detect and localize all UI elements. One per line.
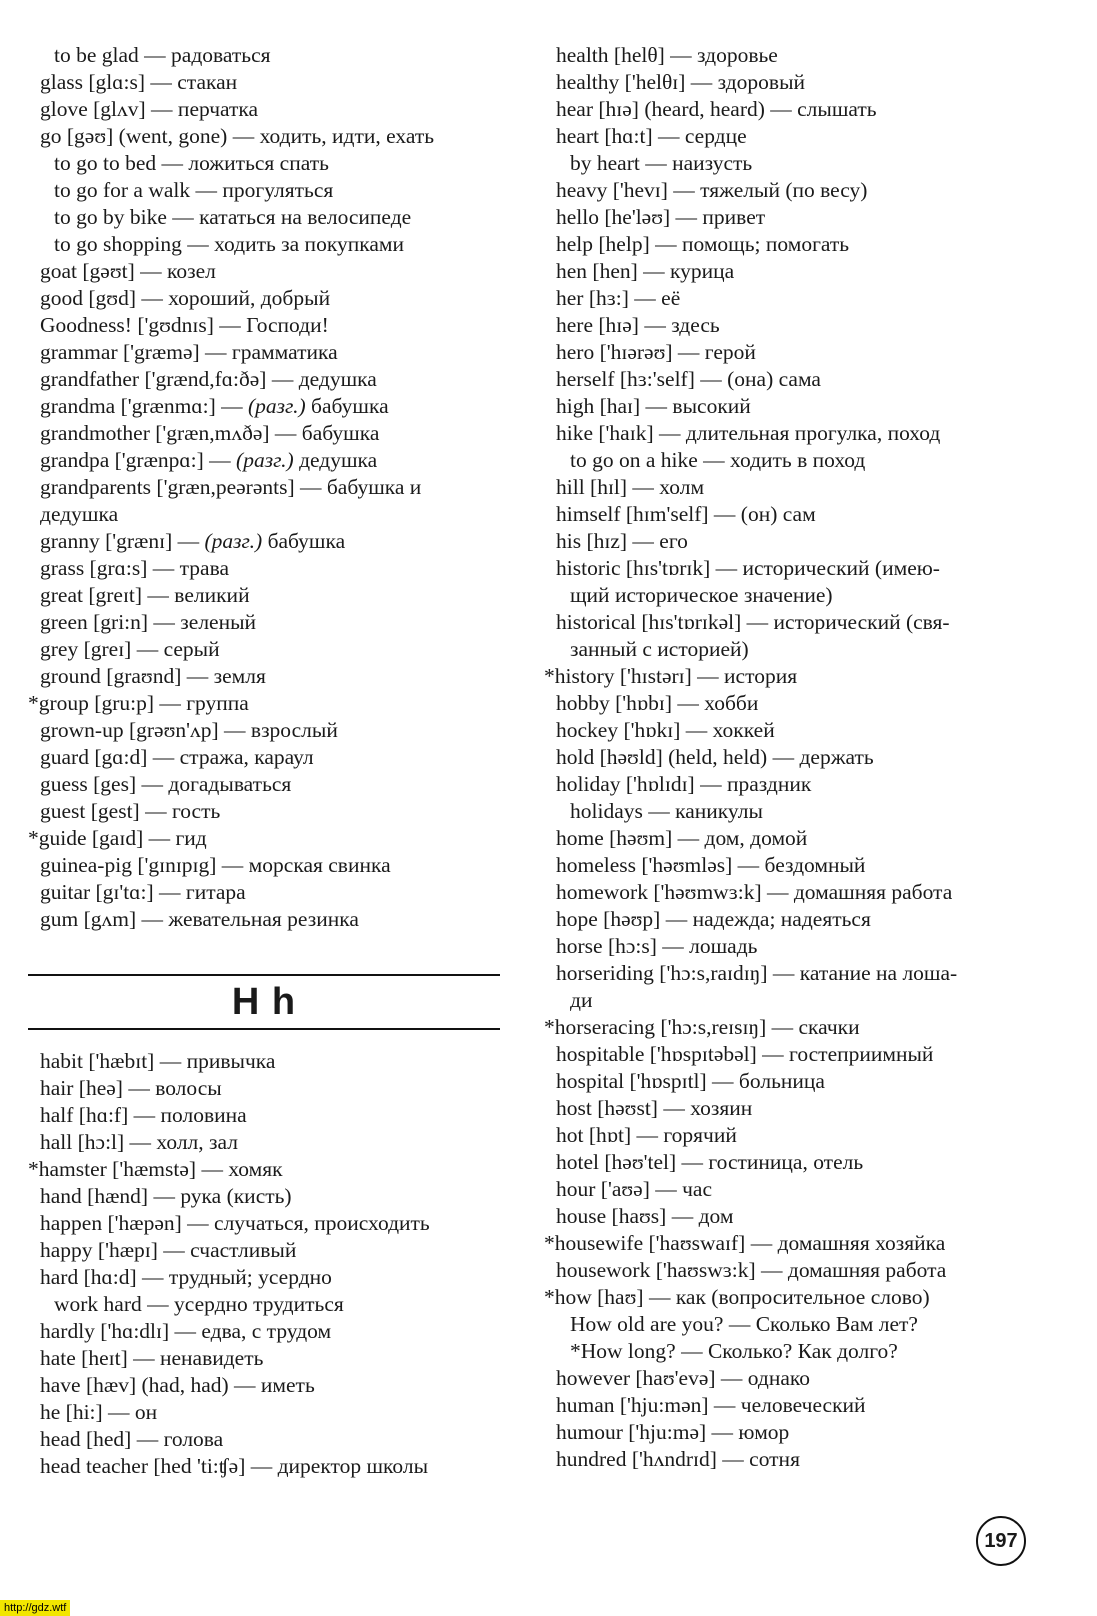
- dict-entry: heavy ['hevɪ] — тяжелый (по весу): [556, 178, 868, 202]
- dict-entry: by heart — наизусть: [570, 151, 753, 175]
- dict-entry: How old are you? — Сколько Вам лет?: [570, 1312, 918, 1336]
- dict-entry: *horseracing ['hɔ:s,reɪsɪŋ] — скачки: [544, 1015, 860, 1039]
- dict-entry: hotel [həʊ'tel] — гостиница, отель: [556, 1150, 864, 1174]
- dict-entry: grandpa ['grænpɑ:] — (разг.) дедушка: [40, 448, 378, 472]
- dict-entry: hen [hen] — курица: [556, 259, 735, 283]
- dict-entry: have [hæv] (had, had) — иметь: [40, 1373, 315, 1397]
- dict-entry: hospital ['hɒspɪtl] — больница: [556, 1069, 825, 1093]
- dict-entry: green [gri:n] — зеленый: [40, 610, 257, 634]
- dict-entry: work hard — усердно трудиться: [54, 1292, 344, 1316]
- dict-entry: hot [hɒt] — горячий: [556, 1123, 737, 1147]
- dict-entry: hardly ['hɑ:dlɪ] — едва, с трудом: [40, 1319, 332, 1343]
- dict-entry: himself [hɪm'self] — (он) сам: [556, 502, 816, 526]
- left-column-bottom: [28, 1048, 510, 1480]
- dict-entry: gum [gʌm] — жевательная резинка: [40, 907, 359, 931]
- divider-bottom: [28, 1028, 500, 1030]
- dict-entry: herself [hɜ:'self] — (она) сама: [556, 367, 821, 391]
- dict-entry: head teacher [hed 'ti:ʧə] — директор школы: [40, 1454, 429, 1478]
- dict-entry: glass [glɑ:s] — стакан: [40, 70, 238, 94]
- dict-entry: to go for a walk — прогуляться: [54, 178, 334, 202]
- left-column-top: [28, 42, 510, 933]
- dict-entry: great [greɪt] — великий: [40, 583, 250, 607]
- dict-entry: hockey ['hɒkɪ] — хоккей: [556, 718, 775, 742]
- dict-entry: holidays — каникулы: [570, 799, 763, 823]
- dict-entry-continuation: ди: [570, 988, 593, 1012]
- dict-entry: historical [hɪs'tɒrɪkəl] — исторический (свя-: [556, 610, 950, 634]
- dict-entry: happy ['hæpɪ] — счастливый: [40, 1238, 297, 1262]
- dict-entry: hand [hænd] — рука (кисть): [40, 1184, 292, 1208]
- dict-entry: guess [ges] — догадываться: [40, 772, 292, 796]
- dict-entry: grandmother ['græn,mʌðə] — бабушка: [40, 421, 380, 445]
- dict-entry: grandfather ['grænd,fɑ:ðə] — дедушка: [40, 367, 377, 391]
- dict-entry: *housewife ['haʊswaɪf] — домашняя хозяйка: [544, 1231, 946, 1255]
- dict-entry: historic [hɪs'tɒrɪk] — исторический (имею-: [556, 556, 940, 580]
- dict-entry: grandma ['grænmɑ:] — (разг.) бабушка: [40, 394, 389, 418]
- dict-entry: good [gʊd] — хороший, добрый: [40, 286, 331, 310]
- colloquial-mark: (разг.): [236, 448, 294, 472]
- dict-entry: hike ['haɪk] — длительная прогулка, поход: [556, 421, 941, 445]
- dict-entry: humour ['hju:mə] — юмор: [556, 1420, 790, 1444]
- dict-entry: healthy ['helθɪ] — здоровый: [556, 70, 806, 94]
- dict-entry-continuation: щий историческое значение): [570, 583, 833, 607]
- dict-entry: *How long? — Сколько? Как долго?: [570, 1339, 898, 1363]
- dict-entry-continuation: занный с историей): [570, 637, 749, 661]
- dict-entry: hero ['hɪərəʊ] — герой: [556, 340, 756, 364]
- dict-entry: grammar ['græmə] — грамматика: [40, 340, 338, 364]
- dict-entry: guinea-pig ['gɪnɪpɪg] — морская свинка: [40, 853, 391, 877]
- dict-entry: ground [graʊnd] — земля: [40, 664, 266, 688]
- dict-entry: host [həʊst] — хозяин: [556, 1096, 753, 1120]
- dict-entry: to go shopping — ходить за покупками: [54, 232, 404, 256]
- dict-entry: *how [haʊ] — как (вопросительное слово): [544, 1285, 930, 1309]
- dict-entry: hello [he'ləʊ] — привет: [556, 205, 766, 229]
- dict-entry: house [haʊs] — дом: [556, 1204, 734, 1228]
- dict-entry: half [hɑ:f] — половина: [40, 1103, 247, 1127]
- dict-entry: hour ['aʊə] — час: [556, 1177, 713, 1201]
- dict-entry: help [help] — помощь; помогать: [556, 232, 850, 256]
- dict-entry: to be glad — радоваться: [54, 43, 271, 67]
- dict-entry: hate [heɪt] — ненавидеть: [40, 1346, 264, 1370]
- dict-entry: homeless ['həʊmləs] — бездомный: [556, 853, 866, 877]
- dict-entry: his [hɪz] — его: [556, 529, 688, 553]
- dict-entry: horseriding ['hɔ:s,raɪdɪŋ] — катание на лоша-: [556, 961, 958, 985]
- dict-entry: here [hɪə] — здесь: [556, 313, 720, 337]
- divider-top: [28, 974, 500, 976]
- dict-entry: homework ['həʊmwɜ:k] — домашняя работа: [556, 880, 953, 904]
- dict-entry: holiday ['hɒlɪdɪ] — праздник: [556, 772, 812, 796]
- dict-entry: *group [gru:p] — группа: [28, 691, 249, 715]
- dict-entry: grown-up [grəʊn'ʌp] — взрослый: [40, 718, 338, 742]
- dict-entry: her [hɜ:] — её: [556, 286, 681, 310]
- dict-entry: human ['hju:mən] — человеческий: [556, 1393, 866, 1417]
- dict-entry: to go by bike — кататься на велосипеде: [54, 205, 412, 229]
- dict-entry: housework ['haʊswɜ:k] — домашняя работа: [556, 1258, 947, 1282]
- dict-entry: grey [greɪ] — серый: [40, 637, 220, 661]
- dict-entry: hair [heə] — волосы: [40, 1076, 222, 1100]
- dict-entry: hobby ['hɒbɪ] — хобби: [556, 691, 759, 715]
- colloquial-mark: (разг.): [247, 394, 306, 418]
- letter-section: [28, 974, 500, 1032]
- dict-entry: guitar [gɪ'tɑ:] — гитара: [40, 880, 246, 904]
- dict-entry: to go to bed — ложиться спать: [54, 151, 329, 175]
- dict-entry: horse [hɔ:s] — лошадь: [556, 934, 758, 958]
- dict-entry: hard [hɑ:d] — трудный; усердно: [40, 1265, 332, 1289]
- dict-entry: *guide [gaɪd] — гид: [28, 826, 207, 850]
- dict-entry: guard [gɑ:d] — стража, караул: [40, 745, 314, 769]
- dict-entry: *hamster ['hæmstə] — хомяк: [28, 1157, 283, 1181]
- dict-entry: granny ['grænɪ] — (разг.) бабушка: [40, 529, 346, 553]
- dict-entry: grass [grɑ:s] — трава: [40, 556, 229, 580]
- dict-entry-continuation: дедушка: [40, 502, 119, 526]
- dict-entry: hold [həʊld] (held, held) — держать: [556, 745, 874, 769]
- dict-entry: high [haɪ] — высокий: [556, 394, 751, 418]
- dict-entry: he [hi:] — он: [40, 1400, 158, 1424]
- dict-entry: happen ['hæpən] — случаться, происходить: [40, 1211, 430, 1235]
- dict-entry: heart [hɑ:t] — сердце: [556, 124, 747, 148]
- dict-entry: go [gəʊ] (went, gone) — ходить, идти, ехать: [40, 124, 435, 148]
- dict-entry: health [helθ] — здоровье: [556, 43, 778, 67]
- dict-entry: *history ['hɪstərɪ] — история: [544, 664, 798, 688]
- page-number: 197: [976, 1516, 1026, 1566]
- dict-entry: hill [hɪl] — холм: [556, 475, 705, 499]
- colloquial-mark: (разг.): [204, 529, 263, 553]
- dict-entry: grandparents ['græn,peərənts] — бабушка и: [40, 475, 422, 499]
- right-column: [544, 42, 1056, 1473]
- dict-entry: to go on a hike — ходить в поход: [570, 448, 866, 472]
- dict-entry: Goodness! ['gʊdnɪs] — Господи!: [40, 313, 329, 337]
- letter-heading: H h: [231, 981, 297, 1023]
- watermark-link[interactable]: http://gdz.wtf: [0, 1600, 70, 1616]
- dict-entry: hospitable ['hɒspɪtəbəl] — гостеприимный: [556, 1042, 934, 1066]
- dict-entry: goat [gəʊt] — козел: [40, 259, 216, 283]
- dict-entry: guest [gest] — гость: [40, 799, 221, 823]
- dict-entry: habit ['hæbɪt] — привычка: [40, 1049, 276, 1073]
- dict-entry: hope [həʊp] — надежда; надеяться: [556, 907, 871, 931]
- dict-entry: hear [hɪə] (heard, heard) — слышать: [556, 97, 877, 121]
- dict-entry: head [hed] — голова: [40, 1427, 224, 1451]
- dict-entry: hall [hɔ:l] — холл, зал: [40, 1130, 238, 1154]
- dict-entry: home [həʊm] — дом, домой: [556, 826, 808, 850]
- dict-entry: hundred ['hʌndrɪd] — сотня: [556, 1447, 800, 1471]
- dict-entry: however [haʊ'evə] — однако: [556, 1366, 810, 1390]
- dict-entry: glove [glʌv] — перчатка: [40, 97, 259, 121]
